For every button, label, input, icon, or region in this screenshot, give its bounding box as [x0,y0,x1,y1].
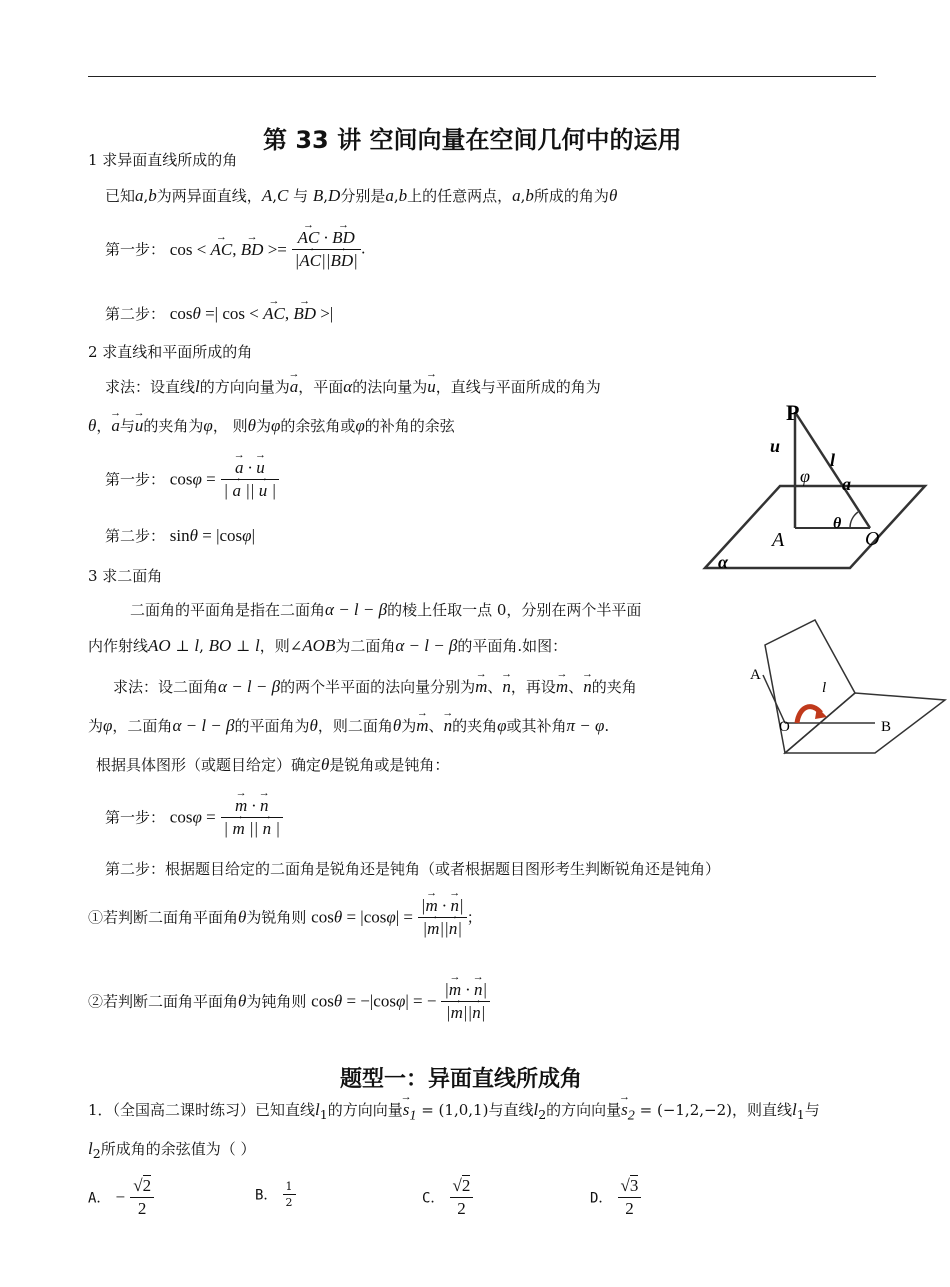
option-c-value: $\frac{√2}{2}$ [450,1176,474,1219]
text: 的棱上任取一点 0，分别在两个半平面 [387,601,642,619]
text: 的余弦角或 [280,417,356,435]
label-B: B [881,719,892,735]
text: 为两异面直线， [156,187,262,205]
text: 分别是 [340,187,386,205]
text: 为锐角则 [246,908,307,927]
text: ，则直线 [731,1101,792,1119]
step-label: 第二步： [105,305,166,323]
ray-OA [763,675,785,723]
cos-phi-mn-fraction: → $\frac{m \cdot \to n}{| \to m || \to n |}$ [221,796,284,839]
text: 与 [804,1101,820,1119]
label-a: a [842,474,851,494]
label-O: O [865,528,880,550]
label-alpha: α [718,552,728,572]
option-a[interactable]: A． − $\frac{√2}{2}$ [88,1176,154,1219]
text: 的夹角为 [143,417,204,435]
option-c[interactable] [422,1176,473,1219]
text: 1．（全国高二课时练习）已知直线 [88,1101,316,1119]
page-title: 第 33 讲 空间向量在空间几何中的运用 [263,126,682,154]
text: 二面角的平面角是指在二面角 [130,601,326,619]
section3-p5: 根据具体图形（或题目给定）确定θ是锐角或是钝角： [96,755,450,774]
step-label: 第一步： [105,470,166,489]
text: 的方向向量 [546,1101,622,1119]
text: ，则二面角 [317,717,393,735]
text: 求法：设二面角 [113,678,219,696]
dihedral-figure [745,615,950,760]
text: 为二面角 [335,637,396,655]
question1-line2: $l_2$所成角的余弦值为（ ） [88,1139,256,1161]
cos-phi-fraction: → $\frac{a \cdot \to u}{| \to a || \to u |}$ [221,458,280,501]
text: ①若判断二面角平面角 [88,908,239,927]
text: ， [96,417,112,435]
case2-fraction: $\frac{|\to m \cdot \to n|}{|\to m||\to n|}$ [441,980,490,1023]
text: ， 则 [212,417,248,435]
text: 的平面角为 [234,717,310,735]
label-l: l [822,680,827,696]
label-phi: φ [800,466,810,486]
section1-heading: 1 求异面直线所成的角 [88,151,238,169]
text: ②若判断二面角平面角 [88,992,239,1011]
text: 为 [88,717,104,735]
text: 的方向向量为 [199,378,290,396]
text: 与直线 [488,1101,534,1119]
section3-step2: 第二步：根据题目给定的二面角是锐角还是钝角（或者根据题目图形考生判断锐角还是钝角） [105,860,721,878]
section2-heading: 2 求直线和平面所成的角 [88,343,253,361]
label-A: A [750,667,761,683]
section3-heading: 3 求二面角 [88,567,163,585]
text: 的补角的余弦 [364,417,455,435]
section3-p4: 为φ，二面角α − l − β的平面角为θ，则二面角θ为→ m、→ n的夹角φ或其补角π − φ. [88,716,609,736]
step-label: 第二步： [105,527,166,545]
option-label: A． [88,1190,111,1207]
math: a [135,186,144,205]
label-u: u [770,436,781,456]
text: ，平面 [298,378,344,396]
text: 的两个半平面的法向量分别为 [280,678,476,696]
section1-step2: 第二步： cosθ =| cos < → AC, → BD >| [105,304,333,324]
option-a-value: $\frac{√2}{2}$ [130,1176,154,1219]
section3-p1: 二面角的平面角是指在二面角α − l − β的棱上任取一点 0，分别在两个半平面 [130,600,642,619]
text: ，则 [259,637,290,655]
option-b-value: $\frac{1}{2}$ [283,1180,296,1209]
section1-step1: 第一步： cos < → AC, → BD >= → $\frac{AC \cdot \to BD}{|\to AC||\to BD|}$ . [105,228,366,271]
theta-arc [850,512,858,528]
cos-fraction: → $\frac{AC \cdot \to BD}{|\to AC||\to BD|}$ [292,228,361,271]
text: 内作射线 [88,637,149,655]
arrow-head [815,707,827,719]
section2-line2: θ，→ a与→ u的夹角为φ， 则θ为φ的余弦角或φ的补角的余弦 [88,416,455,436]
text: 的方向向量 [327,1101,403,1119]
question1-line1: 1．（全国高二课时练习）已知直线$l_1$的方向向量→ $s_1 = (1,0,1)$与直线$l_2$的方向向量→ $s_2 = (-1,2,-2)$，则直线$l_1$与 [88,1100,820,1125]
text: 已知 [105,187,136,205]
section2-line1: 求法：设直线l的方向向量为→ a，平面α的法向量为→ u，直线与平面所成的角为 [105,377,601,397]
text: 的平面角.如图： [457,637,568,655]
text: 的法向量为 [352,378,428,396]
option-d[interactable] [590,1176,641,1219]
label-P: P [786,400,800,425]
text: 所成角的余弦值为（ ） [100,1140,256,1158]
label-A: A [772,529,785,551]
text: ，二面角 [112,717,173,735]
section3-case1: ①若判断二面角平面角θ为锐角则 cosθ = |cosφ| = $\frac{|\to m \cdot \to n|}{|\to m||\to n|}$ ； [88,896,482,939]
text: 与 [119,417,135,435]
label-O: O [779,719,790,735]
text: 为 [401,717,417,735]
option-label: C． [422,1190,445,1207]
text: 为钝角则 [246,992,307,1011]
section3-case2: ②若判断二面角平面角θ为钝角则 cosθ = −|cosφ| = − $\frac{|\to m \cdot \to n|}{|\to m||\to n|}$ [88,980,490,1023]
label-l: l [830,450,836,470]
text: 的夹角 [452,717,498,735]
step-label: 第一步： [105,808,166,827]
section2-step1: 第一步： cosφ = → $\frac{a \cdot \to u}{| \to a || \to u |}$ [105,458,279,501]
text: 求法：设直线 [105,378,196,396]
text: ，直线与平面所成的角为 [435,378,601,396]
section3-p2: 内作射线AO ⊥ l, BO ⊥ l，则∠AOB为二面角α − l − β的平面角.如图： [88,636,568,655]
case1-fraction: $\frac{|\to m \cdot \to n|}{|\to m||\to n|}$ [418,896,467,939]
option-label: B． [255,1187,278,1204]
text: 的夹角 [591,678,637,696]
text: 根据具体图形（或题目给定）确定 [96,756,322,774]
label-theta: θ [833,515,842,532]
text: 或其补角 [506,717,567,735]
option-b[interactable] [255,1180,296,1209]
section3-step1: 第一步： cosφ = → $\frac{m \cdot \to n}{| \to m || \to n |}$ [105,796,283,839]
line-plane-figure [700,400,950,575]
section-heading-type1: 题型一：异面直线所成角 [340,1067,583,1092]
text: 是锐角或是钝角： [329,756,450,774]
section3-p3: 求法：设二面角α − l − β的两个半平面的法向量分别为→ m、→ n，再设→ m、→ n的夹角 [113,677,637,697]
text: ，再设 [510,678,556,696]
header-rule [88,76,876,77]
text: 所成的角为 [533,187,609,205]
option-label: D． [590,1190,613,1207]
option-d-value: $\frac{√3}{2}$ [618,1176,642,1219]
text: 上的任意两点， [407,187,513,205]
step-label: 第一步： [105,240,166,259]
section1-intro: 已知a,b为两异面直线，A,C 与 B,D分别是a,b上的任意两点，a,b所成的角为θ [105,186,618,205]
section2-step2: 第二步： sinθ = |cosφ| [105,526,255,545]
text: 为 [255,417,271,435]
